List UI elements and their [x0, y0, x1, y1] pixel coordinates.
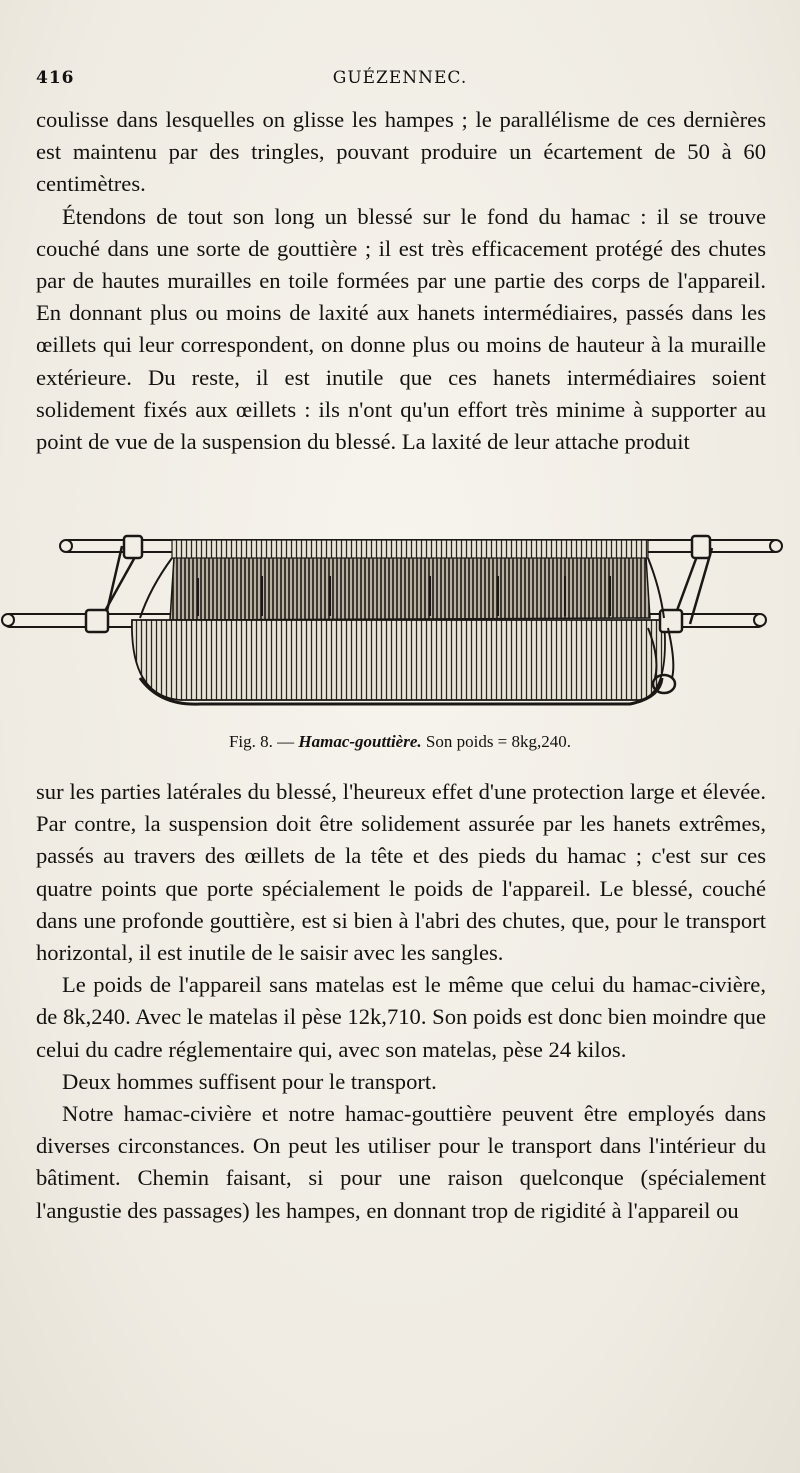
figure-weight: Son poids = 8kg,240.	[425, 732, 572, 751]
text-block-top	[36, 104, 766, 458]
caption-dash: —	[277, 732, 295, 751]
figure-caption	[0, 732, 800, 752]
paragraph: Le poids de l'appareil sans matelas est le même que celui du hamac-civière, de 8k,240. Avec le matelas il pèse 12k,710. Son poids est donc bien moindre que celui du cadre réglementaire qui, avec son matelas, pèse 24 kilos.	[36, 972, 766, 1062]
figure-number: Fig. 8.	[228, 732, 273, 751]
page-number: 416	[36, 68, 75, 88]
paragraph: sur les parties latérales du blessé, l'heureux effet d'une protection large et élevée. Par contre, la suspension doit être solidement assurée par les hanets extrêmes, passés au travers des œillets de la tête et des pieds du hamac ; c'est sur ces quatre points que porte spécialement le poids de l'appareil. Le blessé, couché dans une profonde gouttière, est si bien à l'abri des chutes, que, pour le transport horizontal, il est inutile de le saisir avec les sangles.	[36, 779, 766, 966]
paragraph: Notre hamac-civière et notre hamac-gouttière peuvent être employés dans diverses circonstances. On peut les utiliser pour le transport dans l'intérieur du bâtiment. Chemin faisant, si pour une raison quelconque (spécialement l'angustie des passages) les hampes, en donnant trop de rigidité à l'appareil ou	[36, 1101, 766, 1223]
paragraph: Étendons de tout son long un blessé sur le fond du hamac : il se trouve couché dans une sorte de gouttière ; il est très efficacement protégé des chutes par de hautes murailles en toile formées par une partie des corps de l'appareil. En donnant plus ou moins de laxité aux hanets intermédiaires, passés dans les œillets qui leur correspondent, on donne plus ou moins de hauteur à la muraille extérieure. Du reste, il est inutile que ces hanets intermédiaires soient solidement fixés aux œillets : ils n'ont qu'un effort très minime à supporter au point de vue de la suspension du blessé. La laxité de leur attache produit	[36, 203, 766, 455]
page-header	[36, 68, 764, 94]
paragraph: Deux hommes suffisent pour le transport.	[62, 1068, 437, 1094]
text-block-bottom	[36, 776, 766, 1227]
running-head: GUÉZENNEC.	[332, 68, 468, 88]
hammock-illustration	[0, 528, 800, 728]
paragraph: coulisse dans lesquelles on glisse les hampes ; le parallélisme de ces dernières est maintenu par des tringles, pouvant produire un écartement de 50 à 60 centimètres.	[36, 107, 766, 197]
figure-title: Hamac-gouttière.	[298, 732, 422, 751]
